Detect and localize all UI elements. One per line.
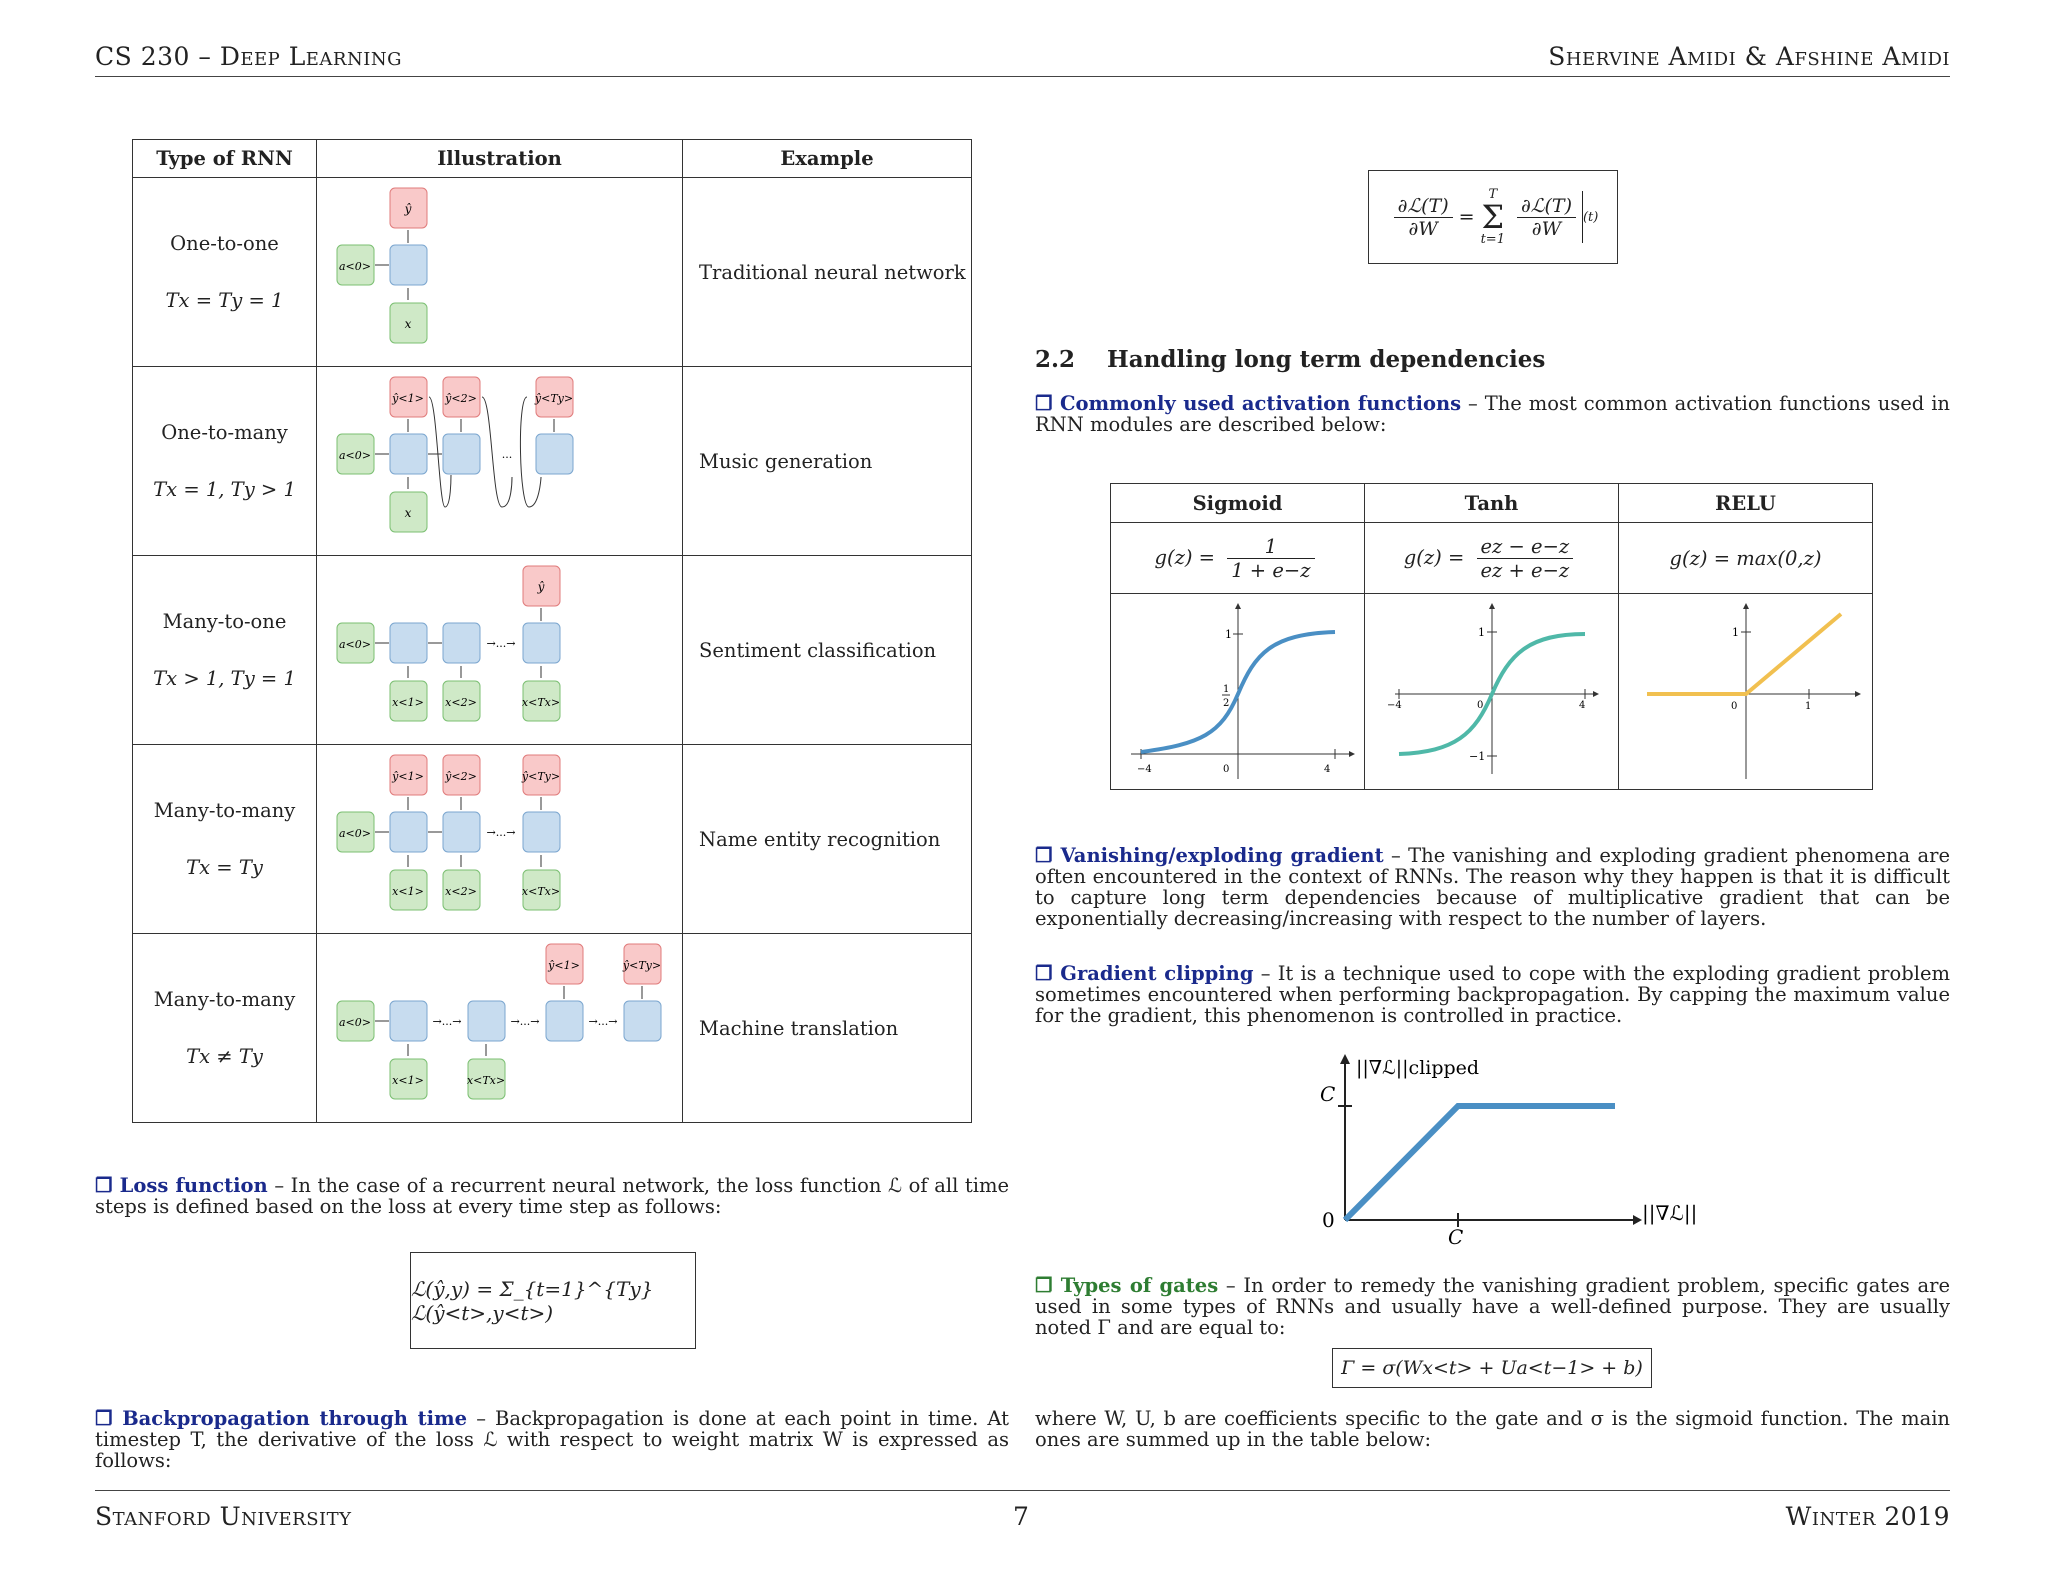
many-to-many-equal-diagram bbox=[317, 745, 682, 928]
loss-title: ❐ Loss function bbox=[95, 1174, 268, 1197]
svg-text:ŷ<2>: ŷ<2> bbox=[445, 770, 477, 783]
gradient-clipping-plot bbox=[1300, 1050, 1700, 1250]
svg-text:x<2>: x<2> bbox=[445, 696, 477, 709]
vanishing-text: – The vanishing and exploding gradient phenomena are often encountered in the context of RNNs. The reason why they happen is that it is difficult to capture long term dependencies because of multiplicative gradient that can be exponentially decreasing/increasing with respect to the number of layers. bbox=[1035, 844, 1950, 930]
section-heading bbox=[1035, 346, 1545, 373]
svg-text:ŷ: ŷ bbox=[404, 202, 412, 216]
rnn-example: Music generation bbox=[683, 367, 972, 556]
svg-text:x<1>: x<1> bbox=[392, 885, 424, 898]
section-number: 2.2 bbox=[1035, 346, 1076, 373]
bptt-eval: (t) bbox=[1582, 209, 1599, 225]
table-row bbox=[133, 745, 972, 934]
svg-text:x: x bbox=[404, 506, 412, 520]
svg-text:a<0>: a<0> bbox=[339, 260, 371, 273]
rnn-type: Many-to-many bbox=[153, 798, 296, 822]
bptt-rhs-num: ∂ℒ(T) bbox=[1517, 195, 1576, 218]
clip-y-axis-label: ||∇ℒ||clipped bbox=[1356, 1057, 1480, 1079]
bptt-formula: $\frac{\text{∂ℒ(T)}}{\partial W}$ = T Σ t=1 $\frac{\text{∂ℒ(T)}}{\partial W}$ (t) bbox=[1368, 170, 1618, 264]
bptt-text: – Backpropagation is done at each point in time. At timestep T, the derivative of the loss ℒ with respect to weight matrix W is expressed as follows: bbox=[95, 1407, 1009, 1472]
sigmoid-header: Sigmoid bbox=[1111, 484, 1365, 523]
svg-text:x<Tx>: x<Tx> bbox=[466, 1074, 506, 1087]
svg-text:a<0>: a<0> bbox=[339, 449, 371, 462]
svg-text:1: 1 bbox=[1225, 628, 1232, 641]
bptt-rhs-den: ∂W bbox=[1531, 217, 1562, 240]
svg-text:x: x bbox=[404, 317, 412, 331]
rnn-formula: Tx > 1, Ty = 1 bbox=[153, 667, 296, 690]
gates-paragraph bbox=[1035, 1275, 1950, 1338]
rnn-type: One-to-many bbox=[161, 420, 288, 444]
relu-header: RELU bbox=[1619, 484, 1873, 523]
clip-origin-label: 0 bbox=[1322, 1208, 1335, 1232]
clip-x-axis-label: ||∇ℒ|| bbox=[1642, 1201, 1698, 1225]
gates-note-paragraph: where W, U, b are coefficients specific to the gate and σ is the sigmoid function. The main ones are summed up in the table below: bbox=[1035, 1407, 1950, 1451]
rnn-example: Sentiment classification bbox=[683, 556, 972, 745]
svg-text:x<2>: x<2> bbox=[445, 885, 477, 898]
rnn-formula: Tx = 1, Ty > 1 bbox=[153, 478, 296, 501]
bptt-sum-top: T bbox=[1488, 187, 1498, 202]
svg-text:...: ... bbox=[501, 448, 513, 461]
svg-text:a<0>: a<0> bbox=[339, 1016, 371, 1029]
tanh-header: Tanh bbox=[1365, 484, 1619, 523]
sigmoid-plot bbox=[1111, 594, 1364, 784]
svg-text:0: 0 bbox=[1223, 764, 1230, 775]
svg-text:−4: −4 bbox=[1137, 764, 1152, 775]
svg-text:ŷ: ŷ bbox=[537, 580, 545, 594]
clipping-paragraph bbox=[1035, 963, 1950, 1026]
clip-x-c-label: C bbox=[1448, 1225, 1464, 1249]
loss-formula: ℒ(ŷ,y) = Σ_{t=1}^{Ty} ℒ(ŷ<t>,y<t>) bbox=[410, 1252, 696, 1349]
loss-paragraph bbox=[95, 1175, 1009, 1217]
svg-text:x<1>: x<1> bbox=[392, 696, 424, 709]
one-to-one-diagram bbox=[317, 178, 682, 361]
header-course: CS 230 – Deep Learning bbox=[95, 42, 402, 71]
svg-text:ŷ<1>: ŷ<1> bbox=[392, 770, 424, 783]
rnn-example: Name entity recognition bbox=[683, 745, 972, 934]
svg-text:ŷ<Ty>: ŷ<Ty> bbox=[622, 959, 662, 972]
svg-text:0: 0 bbox=[1477, 700, 1484, 711]
tanh-formula: g(z) = $\frac{ez - e-z}{ez + e-z}$ bbox=[1365, 523, 1619, 594]
clipping-text: – It is a technique used to cope with the exploding gradient problem sometimes encountered when performing backpropagation. By capping the maximum value for the gradient, this phenomenon is controlled in practice. bbox=[1035, 962, 1950, 1027]
one-to-many-diagram bbox=[317, 367, 682, 550]
svg-text:→...→: →...→ bbox=[486, 637, 516, 650]
clip-y-c-label: C bbox=[1320, 1082, 1336, 1106]
svg-text:0: 0 bbox=[1731, 701, 1738, 712]
clipping-title: ❐ Gradient clipping bbox=[1035, 962, 1254, 985]
rnn-formula: Tx = Ty = 1 bbox=[165, 289, 284, 312]
footer-university: Stanford University bbox=[95, 1502, 352, 1531]
vanishing-title: ❐ Vanishing/exploding gradient bbox=[1035, 844, 1384, 867]
svg-text:→...→: →...→ bbox=[432, 1015, 462, 1028]
many-to-one-diagram bbox=[317, 556, 682, 739]
vanishing-paragraph bbox=[1035, 845, 1950, 929]
svg-text:x<Tx>: x<Tx> bbox=[521, 696, 561, 709]
gates-text: – In order to remedy the vanishing gradient problem, specific gates are used in some types of RNNs and usually have a well-defined purpose. They are usually noted Γ and are equal to: bbox=[1035, 1274, 1950, 1339]
svg-text:a<0>: a<0> bbox=[339, 638, 371, 651]
svg-text:ŷ<1>: ŷ<1> bbox=[548, 959, 580, 972]
table-row bbox=[133, 934, 972, 1123]
header-rule bbox=[95, 76, 1950, 77]
bptt-paragraph bbox=[95, 1408, 1009, 1471]
svg-text:x<1>: x<1> bbox=[392, 1074, 424, 1087]
bptt-sum-bot: t=1 bbox=[1480, 232, 1505, 247]
svg-text:2: 2 bbox=[1223, 698, 1230, 709]
col-example-header: Example bbox=[683, 140, 972, 178]
svg-text:−1: −1 bbox=[1469, 750, 1486, 763]
header-authors: Shervine Amidi & Afshine Amidi bbox=[1548, 42, 1950, 71]
section-title: Handling long term dependencies bbox=[1107, 346, 1546, 373]
svg-text:→...→: →...→ bbox=[588, 1015, 618, 1028]
rnn-types-table bbox=[132, 139, 972, 1123]
sigmoid-formula: g(z) = $\frac{1}{1 + e-z}$ bbox=[1111, 523, 1365, 594]
relu-formula: g(z) = max(0,z) bbox=[1619, 523, 1873, 594]
page-number: 7 bbox=[1013, 1502, 1030, 1531]
svg-text:→...→: →...→ bbox=[486, 826, 516, 839]
loss-text: – In the case of a recurrent neural network, the loss function ℒ of all time steps is defined based on the loss at every time step as follows: bbox=[95, 1174, 1009, 1218]
activation-table bbox=[1110, 483, 1873, 790]
table-row bbox=[133, 556, 972, 745]
rnn-type: Many-to-one bbox=[162, 609, 287, 633]
bptt-title: ❐ Backpropagation through time bbox=[95, 1407, 468, 1430]
rnn-type: Many-to-many bbox=[153, 987, 296, 1011]
svg-text:1: 1 bbox=[1732, 626, 1739, 639]
rnn-formula: Tx ≠ Ty bbox=[186, 1045, 263, 1068]
svg-text:ŷ<Ty>: ŷ<Ty> bbox=[521, 770, 561, 783]
table-row bbox=[133, 178, 972, 367]
gate-formula: Γ = σ(Wx<t> + Ua<t−1> + b) bbox=[1332, 1348, 1652, 1388]
activation-paragraph bbox=[1035, 393, 1950, 435]
svg-text:ŷ<Ty>: ŷ<Ty> bbox=[534, 392, 574, 405]
bptt-lhs-den: ∂W bbox=[1408, 217, 1438, 240]
svg-text:x<Tx>: x<Tx> bbox=[521, 885, 561, 898]
svg-text:1: 1 bbox=[1223, 684, 1230, 695]
svg-text:ŷ<1>: ŷ<1> bbox=[392, 392, 424, 405]
rnn-example: Traditional neural network bbox=[683, 178, 972, 367]
col-type-header: Type of RNN bbox=[133, 140, 317, 178]
svg-text:ŷ<2>: ŷ<2> bbox=[445, 392, 477, 405]
rnn-type: One-to-one bbox=[170, 231, 279, 255]
col-illustration-header: Illustration bbox=[317, 140, 683, 178]
rnn-formula: Tx = Ty bbox=[186, 856, 263, 879]
svg-text:1: 1 bbox=[1478, 626, 1485, 639]
activation-text: – The most common activation functions used in RNN modules are described below: bbox=[1035, 392, 1950, 436]
svg-text:4: 4 bbox=[1324, 764, 1331, 775]
svg-text:→...→: →...→ bbox=[510, 1015, 540, 1028]
svg-text:1: 1 bbox=[1805, 701, 1812, 712]
relu-plot bbox=[1619, 594, 1872, 784]
rnn-example: Machine translation bbox=[683, 934, 972, 1123]
activation-title: ❐ Commonly used activation functions bbox=[1035, 392, 1462, 415]
bptt-lhs-num: ∂ℒ(T) bbox=[1394, 195, 1453, 218]
table-row bbox=[133, 367, 972, 556]
svg-text:a<0>: a<0> bbox=[339, 827, 371, 840]
tanh-plot bbox=[1365, 594, 1618, 784]
footer-term: Winter 2019 bbox=[1785, 1502, 1950, 1531]
svg-text:4: 4 bbox=[1579, 700, 1586, 711]
gates-title: ❐ Types of gates bbox=[1035, 1274, 1219, 1297]
many-to-many-unequal-diagram bbox=[317, 934, 682, 1117]
svg-text:−4: −4 bbox=[1387, 700, 1402, 711]
footer-rule bbox=[95, 1490, 1950, 1491]
